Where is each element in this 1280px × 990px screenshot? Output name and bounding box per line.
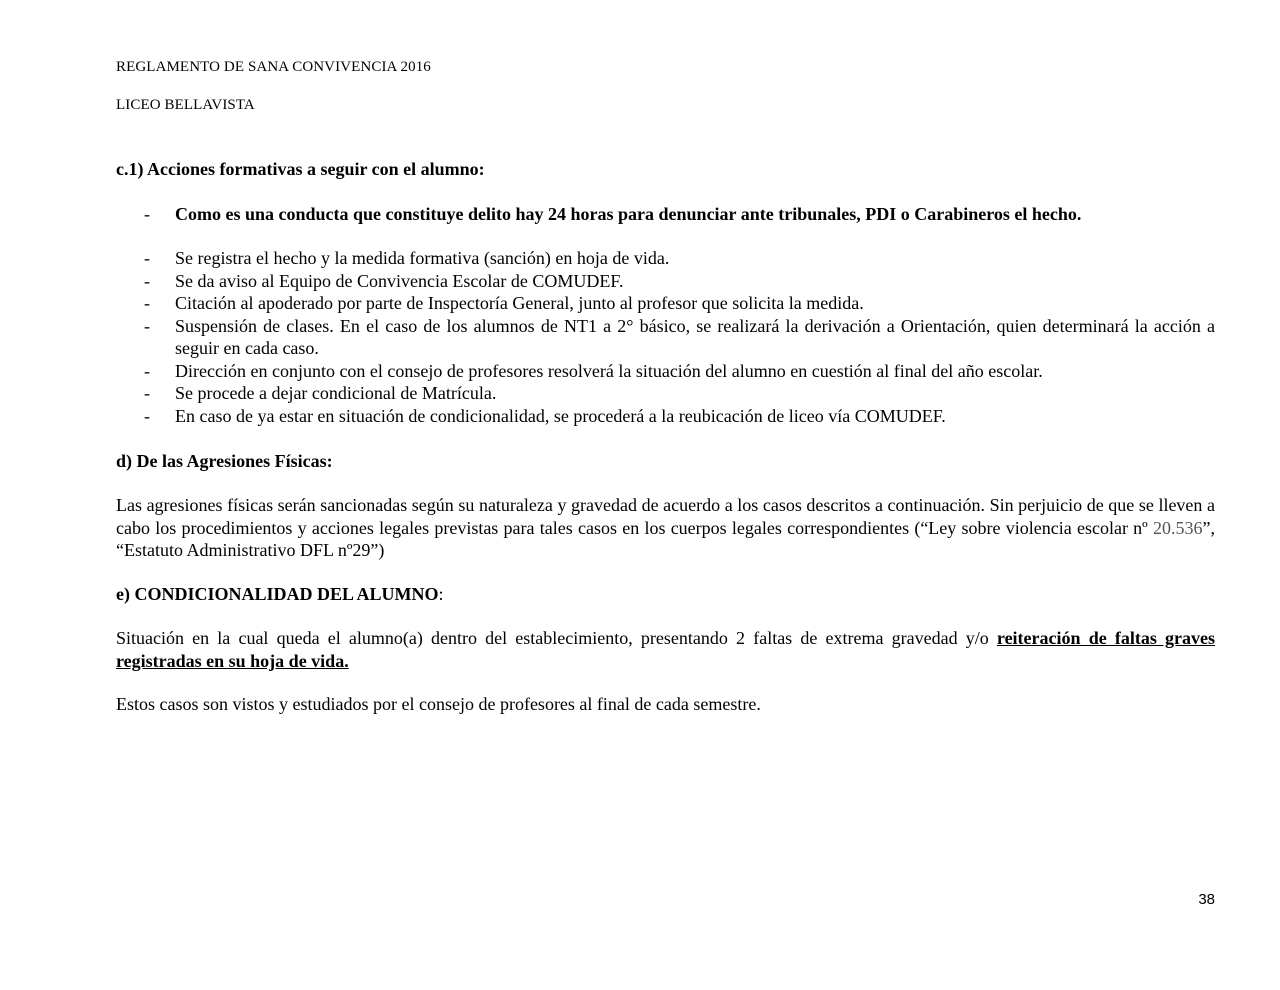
list-item [116, 315, 1215, 360]
list-item-text: Citación al apoderado por parte de Inspectoría General, junto al profesor que solicita la medida. [175, 293, 864, 313]
section-e-emphasis: reiteración de faltas graves registradas en su hoja de vida. [116, 628, 1215, 671]
list-item [116, 382, 1215, 405]
document-header-title: REGLAMENTO DE SANA CONVIVENCIA 2016 [116, 59, 431, 75]
page-number: 38 [1198, 891, 1215, 908]
list-item-text: Se registra el hecho y la medida formativa (sanción) en hoja de vida. [175, 248, 670, 268]
list-item [116, 292, 1215, 315]
bullet-dash: - [144, 405, 150, 426]
list-item-text: Se da aviso al Equipo de Convivencia Escolar de COMUDEF. [175, 270, 624, 291]
list-item-text: Suspensión de clases. En el caso de los alumnos de NT1 a 2° básico, se realizará la derivación a Orientación, quien determinará la acción a seguir en cada caso. [175, 315, 1215, 358]
bullet-dash: - [144, 315, 150, 336]
section-e-paragraph [116, 627, 1215, 672]
list-item [116, 405, 1215, 428]
bullet-dash: - [144, 204, 150, 224]
law-number: 20.536 [1153, 517, 1203, 538]
bullet-dash: - [144, 293, 150, 313]
section-c1-heading: c.1) Acciones formativas a seguir con el alumno: [116, 159, 485, 179]
document-header-school: LICEO BELLAVISTA [116, 97, 255, 113]
section-d-text-start: Las agresiones físicas serán sancionadas según su naturaleza y gravedad de acuerdo a los casos descritos a continuación. Sin perjuicio de que se lleven a cabo los procedimientos y acciones legales previstas para tales casos en los cuerpos legales correspondientes (“Ley sobre violencia escolar nº [116, 495, 1215, 538]
section-e-heading-line [116, 583, 1215, 606]
section-c1-actions-list [116, 247, 1215, 427]
bullet-dash: - [144, 248, 150, 268]
bullet-dash: - [144, 383, 150, 403]
list-item [116, 270, 1215, 293]
bullet-dash: - [144, 360, 150, 381]
section-c1-highlight-list [116, 203, 1215, 226]
list-item [116, 203, 1215, 226]
list-item-text: En caso de ya estar en situación de condicionalidad, se procederá a la reubicación de liceo vía COMUDEF. [175, 405, 946, 426]
section-e-text-start: Situación en la cual queda el alumno(a) dentro del establecimiento, presentando 2 faltas de extrema gravedad y/o [116, 628, 997, 648]
list-item-text: Dirección en conjunto con el consejo de profesores resolverá la situación del alumno en cuestión al final del año escolar. [175, 360, 1043, 381]
section-e-heading: e) CONDICIONALIDAD DEL ALUMNO [116, 584, 439, 604]
list-item [116, 247, 1215, 270]
section-d-text-end: ”, “Estatuto Administrativo DFL nº29”) [116, 517, 1215, 560]
section-d-paragraph [116, 494, 1215, 562]
list-item [116, 360, 1215, 383]
section-d-heading: d) De las Agresiones Físicas: [116, 451, 333, 471]
list-item-text: Como es una conducta que constituye delito hay 24 horas para denunciar ante tribunales, PDI o Carabineros el hecho. [175, 204, 1082, 224]
bullet-dash: - [144, 270, 150, 291]
list-item-text: Se procede a dejar condicional de Matrícula. [175, 383, 497, 403]
section-e-heading-colon: : [438, 584, 444, 604]
section-e-closing: Estos casos son vistos y estudiados por el consejo de profesores al final de cada semestre. [116, 694, 761, 714]
